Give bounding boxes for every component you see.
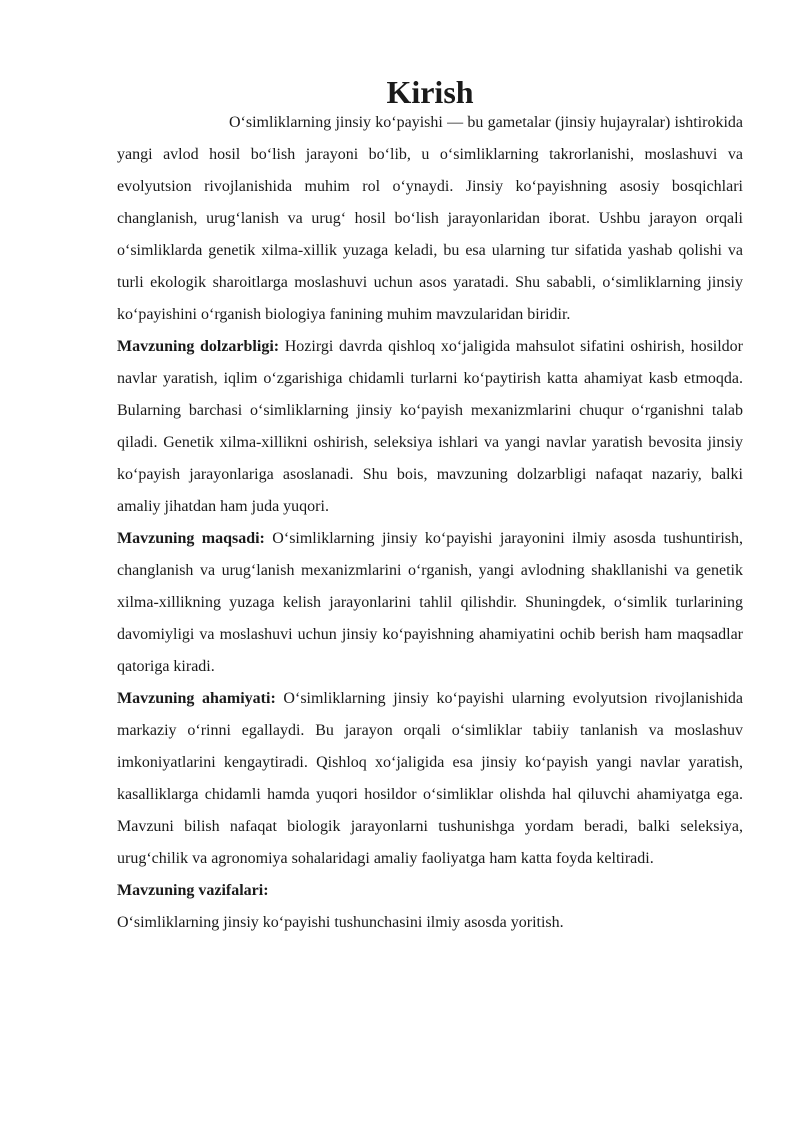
goal-label: Mavzuning maqsadi: — [117, 530, 265, 547]
relevance-text: Hozirgi davrda qishloq xo‘jaligida mahsulot sifatini oshirish, hosildor navlar yaratish, iqlim o‘zgarishiga chidamli turlarni ko‘paytirish katta ahamiyat kasb etmoqda. Bularning barchasi o‘simliklarning jinsiy ko‘payish mexanizmlarini chuqur o‘rganishni talab qiladi. Genetik xilma-xillikni oshirish, seleksiya ishlari va yangi navlar yaratish bevosita jinsiy ko‘payish jarayonlariga asoslanadi. Shu bois, mavzuning dolzarbligi nafaqat nazariy, balki amaliy jihatdan ham juda yuqori. — [117, 338, 744, 515]
tasks-item: O‘simliklarning jinsiy ko‘payishi tushunchasini ilmiy asosda yoritish. — [117, 914, 564, 931]
relevance-paragraph — [117, 331, 743, 523]
importance-label: Mavzuning ahamiyati: — [117, 690, 276, 707]
tasks-heading: Mavzuning vazifalari: — [117, 882, 269, 899]
goal-text: O‘simliklarning jinsiy ko‘payishi jarayonini ilmiy asosda tushuntirish, changlanish va urug‘lanish mexanizmlarini o‘rganish, yangi avlodning shakllanishi va genetik xilma-xillikning yuzaga kelish jarayonlarini tahlil qilishdir. Shuningdek, o‘simlik turlarining davomiyligi va moslashuvi uchun jinsiy ko‘payishning ahamiyatini ochib berish ham maqsadlar qatoriga kiradi. — [117, 530, 744, 675]
importance-paragraph — [117, 683, 743, 875]
document-title: Kirish — [386, 74, 474, 110]
goal-paragraph — [117, 523, 743, 683]
relevance-label: Mavzuning dolzarbligi: — [117, 338, 280, 355]
importance-text: O‘simliklarning jinsiy ko‘payishi ularning evolyutsion rivojlanishida markaziy o‘rinni egallaydi. Bu jarayon orqali o‘simliklar tabiiy tanlanish va moslashuv imkoniyatlarini kengaytiradi. Qishloq xo‘jaligida esa jinsiy ko‘payish yangi navlar yaratish, kasalliklarga chidamli hamda yuqori hosildor o‘simliklar olishda hal qiluvchi ahamiyatga ega. Mavzuni bilish nafaqat biologik jarayonlarni tushunishga yordam beradi, balki seleksiya, urug‘chilik va agronomiya sohalaridagi amaliy faoliyatga ham katta foyda keltiradi. — [117, 690, 743, 867]
intro-paragraph: O‘simliklarning jinsiy ko‘payishi — bu gametalar (jinsiy hujayralar) ishtirokida yangi avlod hosil bo‘lish jarayoni bo‘lib, u o‘simliklarning takrorlanishi, moslashuvi va evolyutsion rivojlanishida muhim rol o‘ynaydi. Jinsiy ko‘payishning asosiy bosqichlari changlanish, urug‘lanish va urug‘ hosil bo‘lish jarayonlaridan iborat. Ushbu jarayon orqali o‘simliklarda genetik xilma-xillik yuzaga keladi, bu esa ularning tur sifatida yashab qolishi va turli ekologik sharoitlarga moslashuvi uchun asos yaratadi. Shu sababli, o‘simliklarning jinsiy ko‘payishini o‘rganish biologiya fanining muhim mavzularidan biridir. — [117, 114, 743, 323]
document-page — [117, 76, 743, 939]
